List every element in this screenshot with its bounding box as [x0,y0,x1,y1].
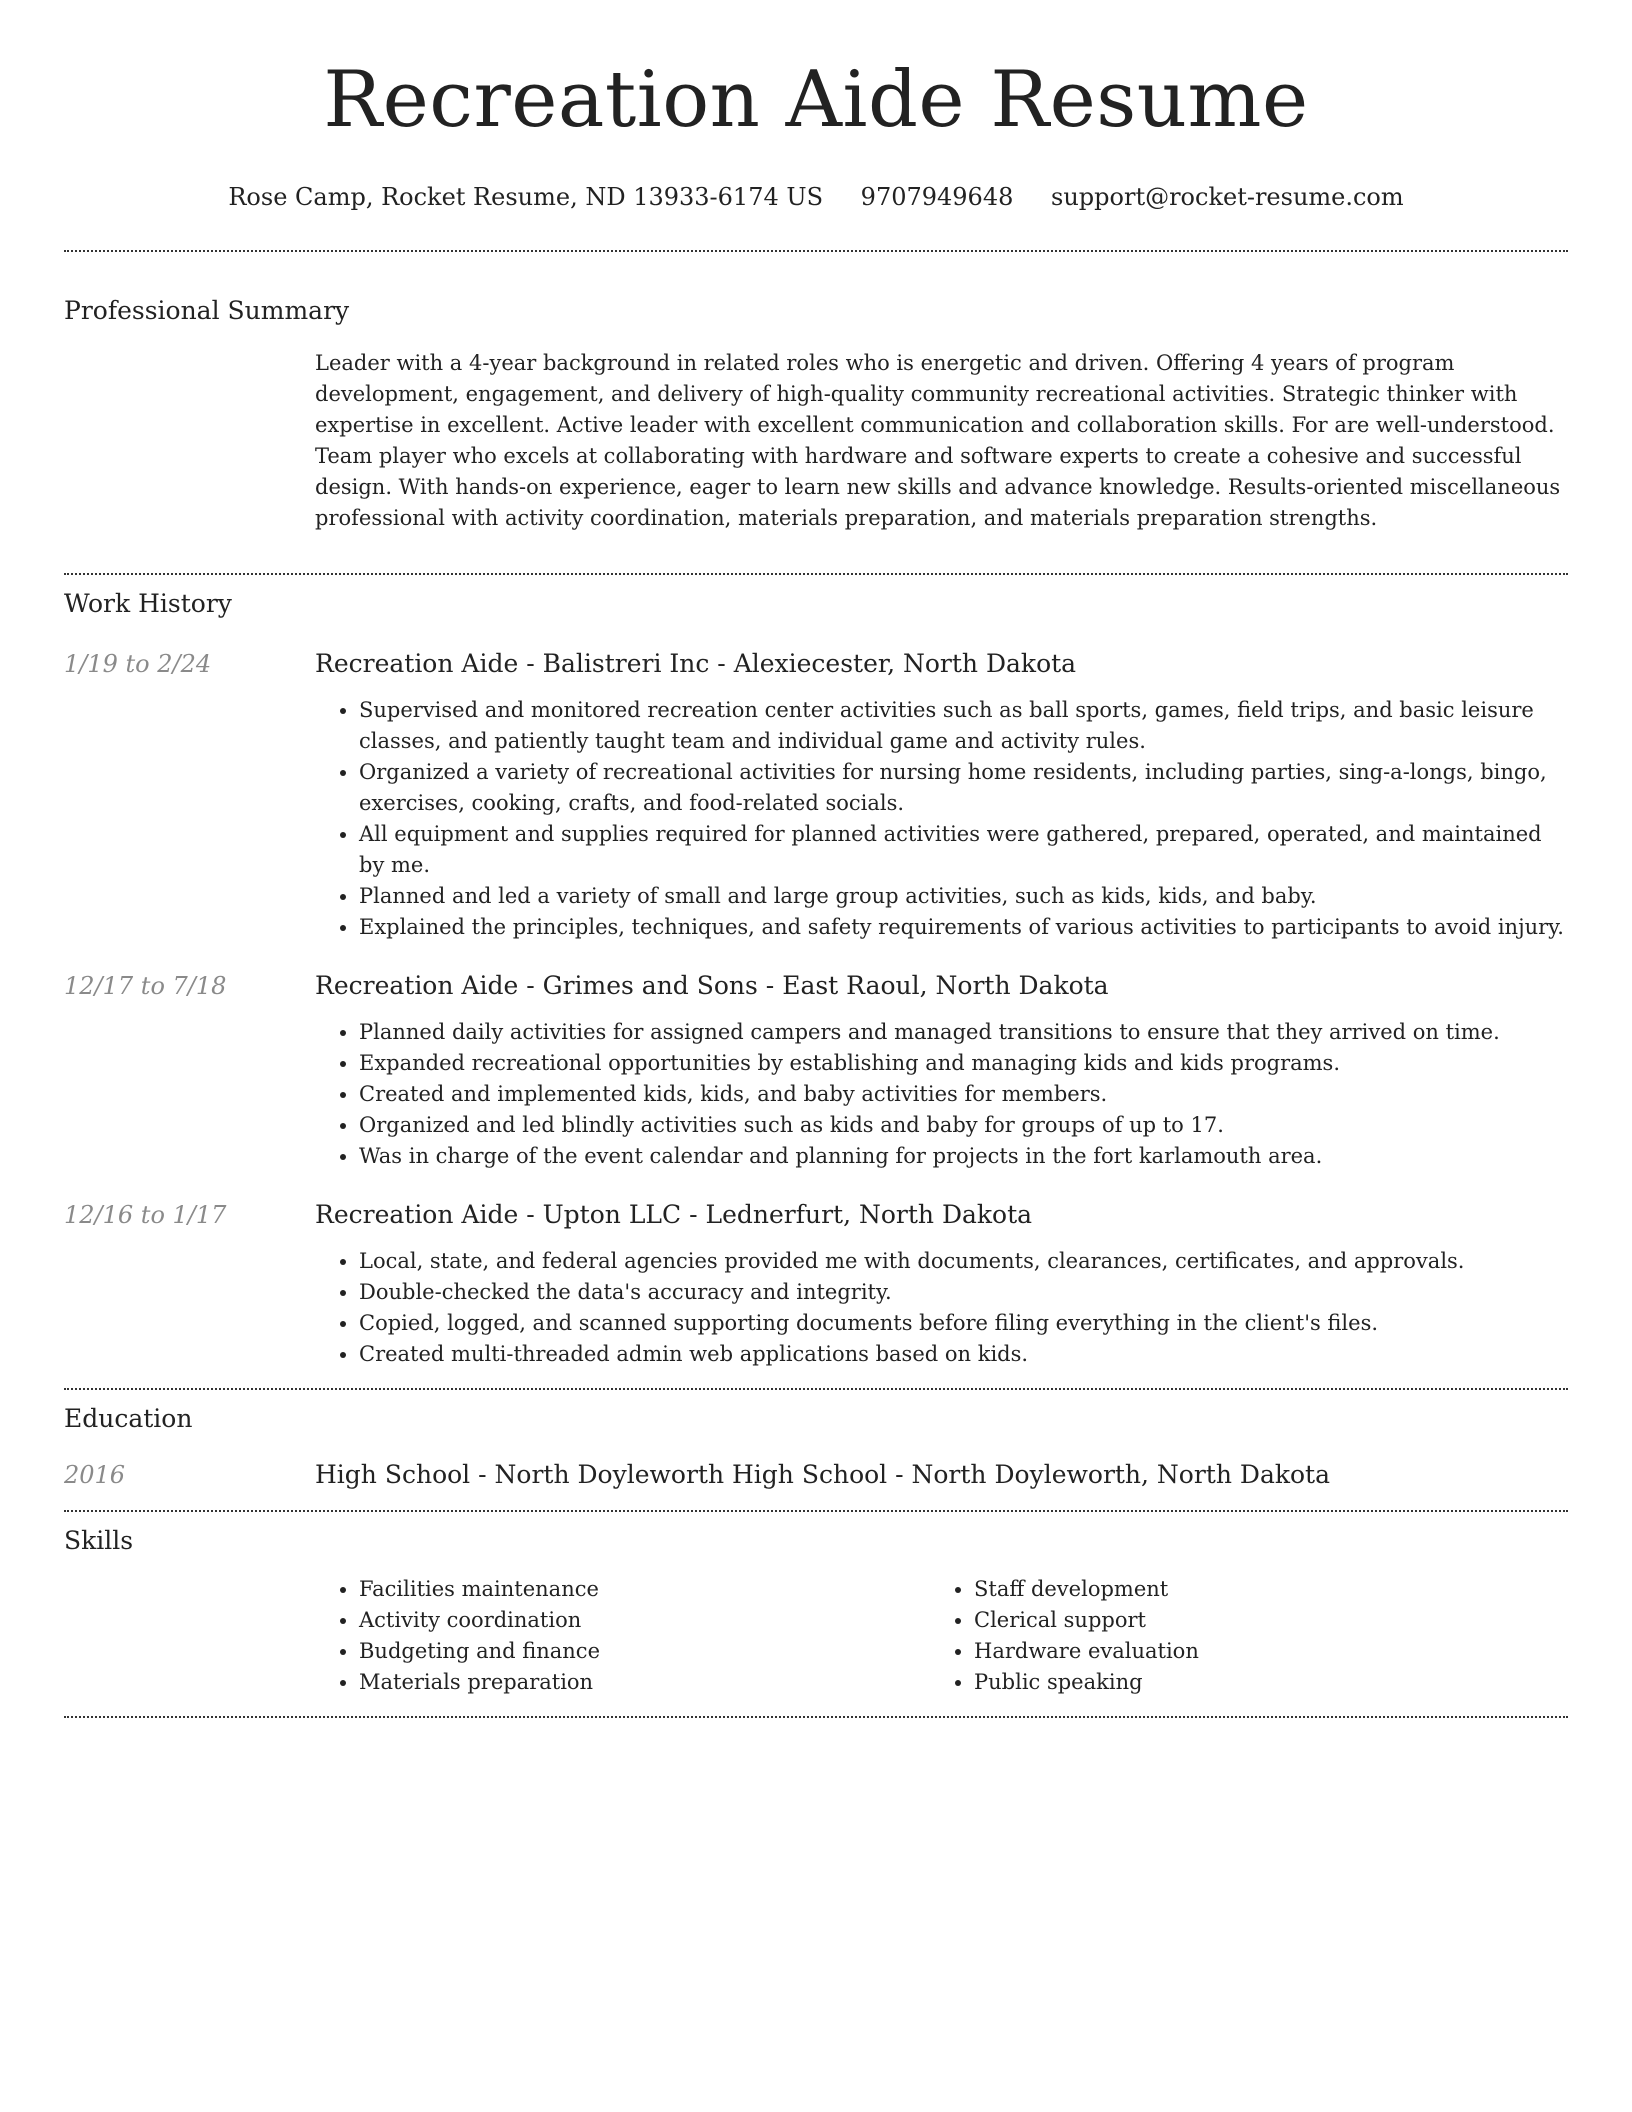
skill-item: • Staff development [974,1574,1545,1605]
job-bullet: • Explained the principles, techniques, and safety requirements of various activities to participants to avoid injury. [359,912,1568,943]
skills-column-left [315,1574,930,1698]
job-bullet: • Organized and led blindly activities such as kids and baby for groups of up to 17. [359,1110,1568,1141]
skill-item: • Facilities maintenance [359,1574,930,1605]
education-section [64,1402,1568,1510]
skills-column-right [930,1574,1545,1698]
job-bullet: • Copied, logged, and scanned supporting documents before filing everything in the client's files. [359,1308,1568,1339]
divider [64,1388,1568,1390]
job-bullet: • Supervised and monitored recreation center activities such as ball sports, games, field trips, and basic leisure classes, and patiently taught team and individual game and activity rules. [359,695,1568,757]
job-heading: Recreation Aide - Grimes and Sons - East Raoul, North Dakota [315,971,1109,1000]
job-date: 12/17 to 7/18 [64,972,227,1000]
job-bullets [315,695,1568,943]
education-date: 2016 [64,1461,126,1489]
job-bullets [315,1246,1568,1370]
skill-item: • Clerical support [974,1605,1545,1636]
job-bullet: • Organized a variety of recreational activities for nursing home residents, including parties, sing-a-longs, bingo, exercises, cooking, crafts, and food-related socials. [359,757,1568,819]
skill-item: • Activity coordination [359,1605,930,1636]
resume-title: Recreation Aide Resume [323,55,1309,145]
skill-item: • Public speaking [974,1667,1545,1698]
education-heading: High School - North Doyleworth High School - North Doyleworth, North Dakota [315,1460,1331,1489]
professional-summary-section [64,294,1568,552]
section-title-summary: Professional Summary [64,296,350,325]
job-entry [64,647,1568,943]
job-bullet: • Created multi-threaded admin web applications based on kids. [359,1339,1568,1370]
job-bullet: • Was in charge of the event calendar and planning for projects in the fort karlamouth area. [359,1141,1568,1172]
job-entry [64,1198,1568,1370]
job-bullet: • Created and implemented kids, kids, and baby activities for members. [359,1079,1568,1110]
section-title-skills: Skills [64,1526,134,1555]
job-heading: Recreation Aide - Upton LLC - Lednerfurt, North Dakota [315,1200,1033,1229]
work-history-section [64,587,1568,1388]
divider [64,1716,1568,1718]
divider [64,1510,1568,1512]
job-bullet: • Planned and led a variety of small and large group activities, such as kids, kids, and baby. [359,881,1568,912]
job-bullet: • Local, state, and federal agencies provided me with documents, clearances, certificates, and approvals. [359,1246,1568,1277]
skill-item: • Budgeting and finance [359,1636,930,1667]
section-title-work-history: Work History [64,589,232,618]
job-date: 12/16 to 1/17 [64,1201,227,1229]
job-date: 1/19 to 2/24 [64,650,212,678]
contact-address: Rose Camp, Rocket Resume, ND 13933-6174 US [228,183,824,211]
section-title-education: Education [64,1404,193,1433]
skill-item: • Materials preparation [359,1667,930,1698]
divider [64,573,1568,575]
skills-grid [315,1574,1568,1716]
job-bullet: • Planned daily activities for assigned campers and managed transitions to ensure that they arrived on time. [359,1017,1568,1048]
job-entry [64,969,1568,1172]
job-bullet: • Double-checked the data's accuracy and integrity. [359,1277,1568,1308]
contact-phone: 9707949648 [860,183,1014,211]
job-bullet: • Expanded recreational opportunities by establishing and managing kids and kids programs. [359,1048,1568,1079]
education-entry [64,1458,1568,1492]
skill-item: • Hardware evaluation [974,1636,1545,1667]
job-bullets [315,1017,1568,1172]
skills-section [64,1524,1568,1716]
contact-email: support@rocket-resume.com [1051,183,1404,211]
contact-line [64,180,1568,214]
job-heading: Recreation Aide - Balistreri Inc - Alexiecester, North Dakota [315,649,1077,678]
divider [64,250,1568,252]
summary-text: Leader with a 4-year background in related roles who is energetic and driven. Offering 4 years of program development, engagement, and delivery of high-quality community recreational activities. Strategic thinker with expertise in excellent. Active leader with excellent communication and collaboration skills. For are well-understood. Team player who excels at collaborating with hardware and software experts to create a cohesive and successful design. With hands-on experience, eager to learn new skills and advance knowledge. Results-oriented miscellaneous professional with activity coordination, materials preparation, and materials preparation strengths. [315,351,1561,530]
job-bullet: • All equipment and supplies required for planned activities were gathered, prepared, operated, and maintained by me. [359,819,1568,881]
